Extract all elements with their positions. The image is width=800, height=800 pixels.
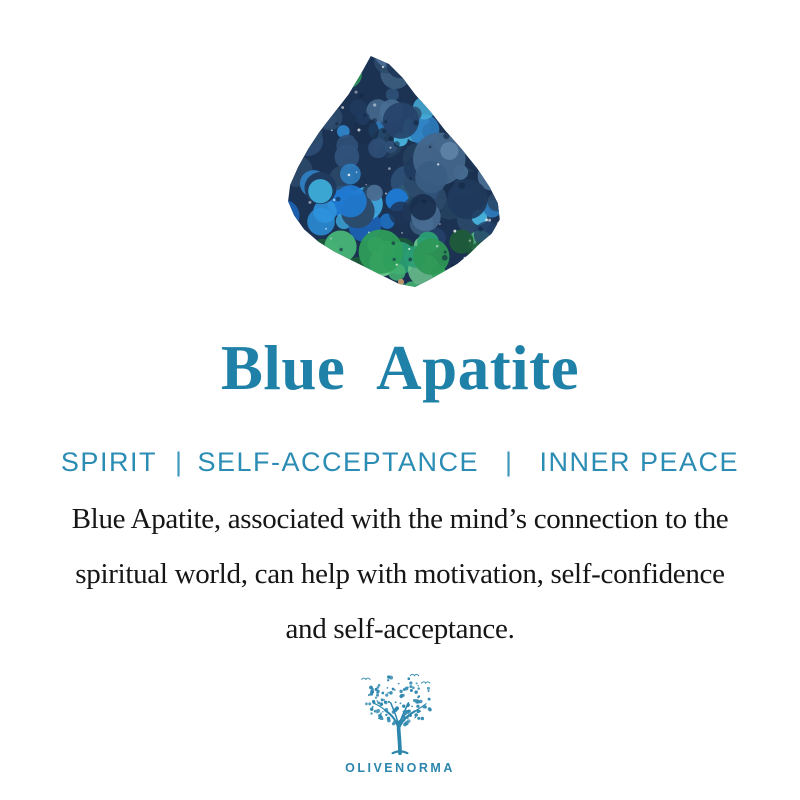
tagline-separator: | [174,447,184,477]
tagline-item-self-acceptance: SELF-ACCEPTANCE [197,447,479,477]
brand-name: OLIVENORMA [345,761,455,775]
description-line-1: Blue Apatite, associated with the mind’s connection to the [71,503,729,535]
description-line-3: and self-acceptance. [285,613,515,645]
tagline-item-inner-peace: INNER PEACE [539,447,740,477]
page-title: Blue Apatite [220,333,580,403]
tagline-separator: | [505,447,514,477]
olive-tree-icon [354,672,446,756]
brand-logo [0,672,800,775]
description [0,492,800,657]
description-line-2: spiritual world, can help with motivation, self-confidence [75,558,725,590]
tagline-item-spirit: SPIRIT [60,447,157,477]
crystal-image [280,50,522,292]
blue-apatite-specimen-illustration [280,50,522,292]
tagline [0,447,800,478]
